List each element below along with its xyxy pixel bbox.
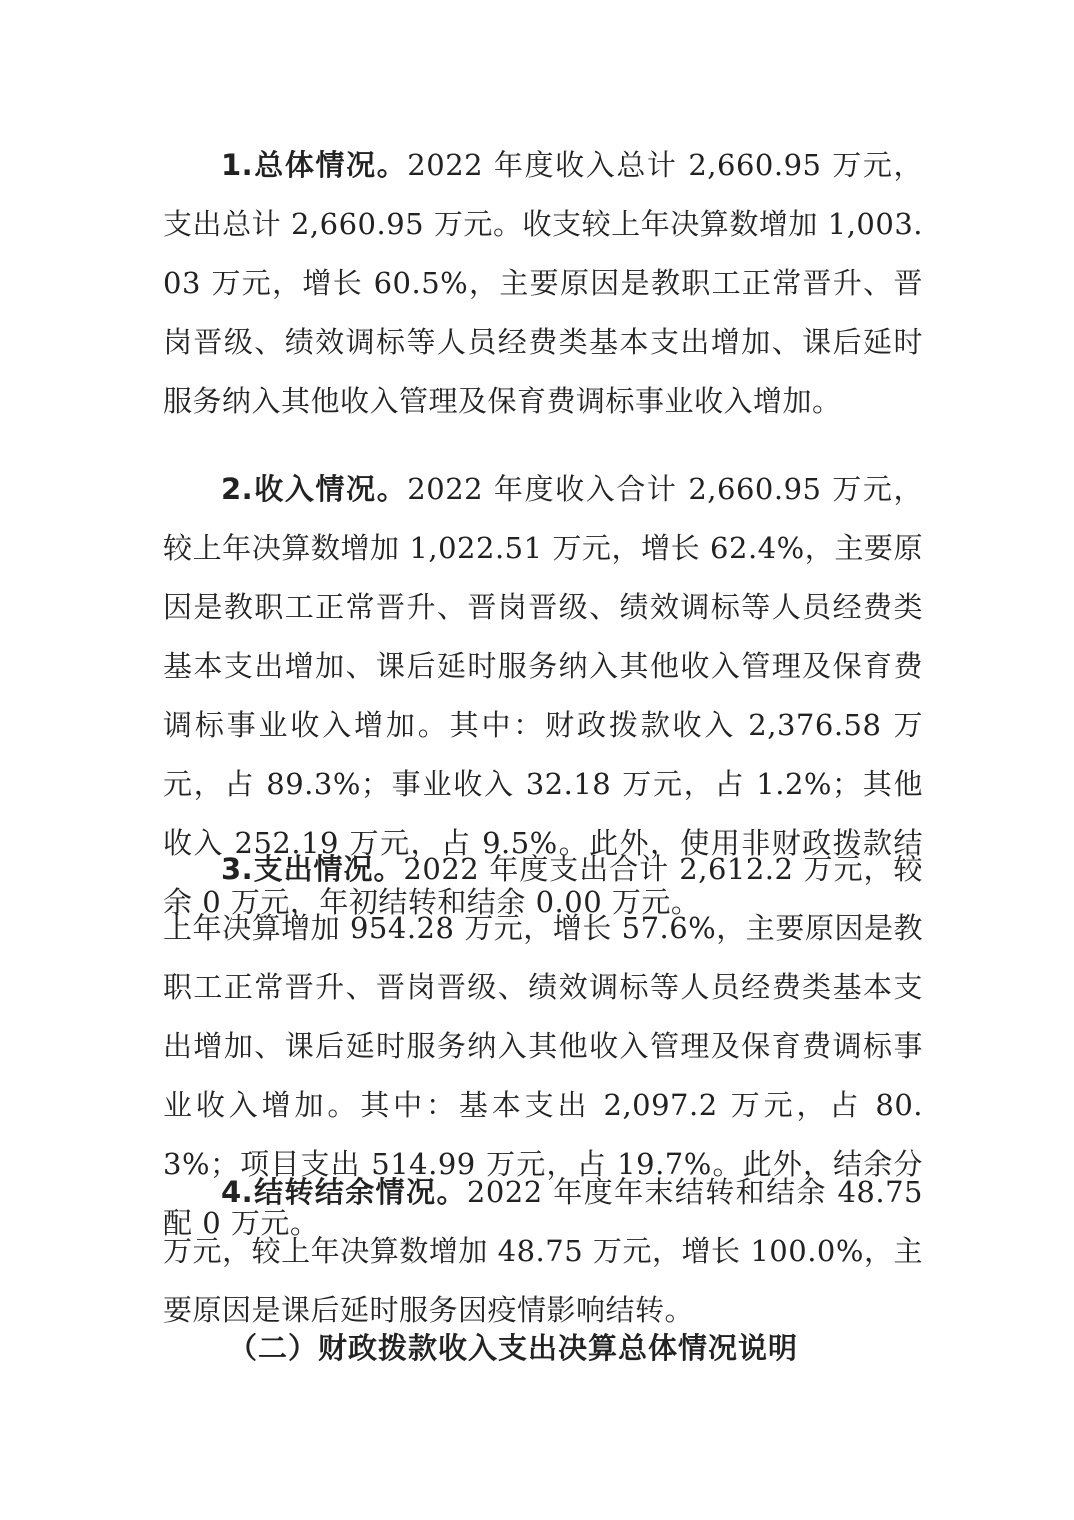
paragraph-overall (163, 136, 923, 431)
paragraph-carryover (163, 1163, 923, 1340)
paragraph-body: 2022 年度年末结转和结余 48.75 万元，较上年决算数增加 48.75 万元，增长 100.0%，主要原因是课后延时服务因疫情影响结转。 (163, 1175, 923, 1327)
paragraph-body: 2022 年度收入合计 2,660.95 万元，较上年决算数增加 1,022.51 万元，增长 62.4%，主要原因是教职工正常晋升、晋岗晋级、绩效调标等人员经费类基本支出增加、课后延时服务纳入其他收入管理及保育费调标事业收入增加。其中：财政拨款收入 2,376.58 万元，占 89.3%；事业收入 32.18 万元，占 1.2%；其他收入 252.19 万元，占 9.5%。此外，使用非财政拨款结余 0 万元，年初结转和结余 0.00 万元。 (163, 472, 923, 919)
paragraph-body: 2022 年度支出合计 2,612.2 万元，较上年决算增加 954.28 万元，增长 57.6%，主要原因是教职工正常晋升、晋岗晋级、绩效调标等人员经费类基本支出增加、课后延时服务纳入其他收入管理及保育费调标事业收入增加。其中：基本支出 2,097.2 万元，占 80.3%；项目支出 514.99 万元，占 19.7%。此外，结余分配 0 万元。 (163, 852, 923, 1240)
paragraph-body: 2022 年度收入总计 2,660.95 万元，支出总计 2,660.95 万元。收支较上年决算数增加 1,003.03 万元，增长 60.5%，主要原因是教职工正常晋升、晋岗晋级、绩效调标等人员经费类基本支出增加、课后延时服务纳入其他收入管理及保育费调标事业收入增加。 (163, 148, 923, 418)
section-heading: （二）财政拨款收入支出决算总体情况说明 (228, 1331, 799, 1365)
paragraph-lead: 2.收入情况。 (221, 472, 408, 506)
paragraph-lead: 1.总体情况。 (221, 148, 408, 182)
paragraph-lead: 4.结转结余情况。 (221, 1175, 467, 1209)
paragraph-lead: 3.支出情况。 (221, 852, 404, 886)
